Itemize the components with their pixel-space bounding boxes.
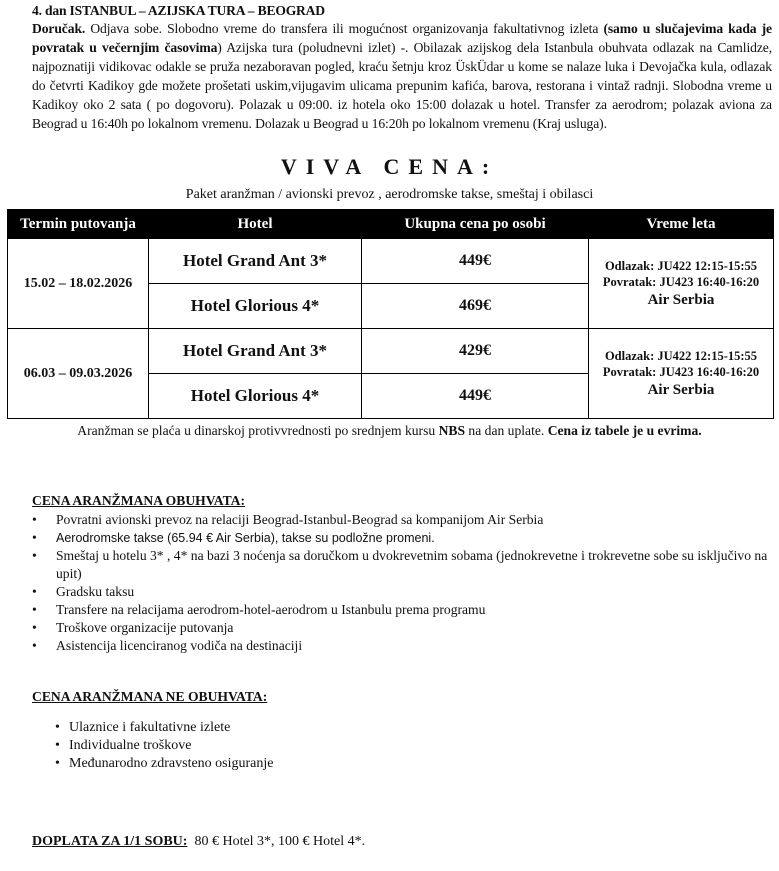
term-dates: 06.03 – 09.03.2026 xyxy=(8,329,149,419)
list-item-text: Ulaznice i fakultativne izlete xyxy=(69,720,231,735)
note-text: Aranžman se plaća u dinarskoj protivvrednosti po srednjem kursu xyxy=(77,423,439,438)
single-room-supplement xyxy=(32,834,365,850)
list-item xyxy=(55,719,755,737)
list-item xyxy=(55,755,755,773)
hotel-name: Hotel Grand Ant 3* xyxy=(149,329,362,374)
itinerary-text-2: ) Azijska tura (poludnevni izlet) -. Obilazak azijskog dela Istanbula obuhvata odlazak na Camlidze, najpoznatiji vidikovac odakle se pruža nezaboravan pogled, kraću šetnju kroz ÜskÜdar u kome se nalaze luka i Devojačka kula, odlazak do četvrti Kadikoy gde možete prošetati uskim,vijugavim ulicama prepunim kafića, barova, restorana i vintaž radnji. Slobodna vreme u Kadikoy oko 2 sata ( po dogovoru). Polazak u 09:00. iz hotela oko 15:00 dolazak u hotel. Transfer za aerodrom; polazak aviona za Beograd u 16:40h po lokalnom vremenu. Dolazak u Beograd u 16:20h po lokalnom vremenu (Kraj usluga). xyxy=(32,40,772,131)
bullet-icon: • xyxy=(55,720,60,735)
list-item xyxy=(32,619,772,637)
hotel-name: Hotel Glorious 4* xyxy=(149,284,362,329)
list-item xyxy=(32,583,772,601)
flight-departure: Odlazak: JU422 12:15-15:55 xyxy=(604,348,758,363)
hotel-price: 449€ xyxy=(362,239,589,284)
list-item-text: Asistencija licenciranog vodiča na destinaciji xyxy=(56,638,303,653)
list-item xyxy=(32,601,772,619)
flight-airline: Air Serbia xyxy=(647,291,715,308)
excludes-list xyxy=(55,719,755,773)
hotel-price: 449€ xyxy=(362,374,589,419)
note-text: na dan uplate. xyxy=(465,423,548,438)
bullet-icon: • xyxy=(32,620,37,635)
header-term: Termin putovanja xyxy=(8,210,149,239)
bullet-icon: • xyxy=(55,738,60,753)
header-hotel: Hotel xyxy=(149,210,362,239)
hotel-name: Hotel Grand Ant 3* xyxy=(149,239,362,284)
includes-title: CENA ARANŽMANA OBUHVATA: xyxy=(32,493,245,508)
bullet-icon: • xyxy=(32,530,37,545)
itinerary-bold-note: (samo u slučajevima kada je povratak u večernjim časovima xyxy=(32,21,772,55)
table-header-row xyxy=(8,210,774,239)
bullet-icon: • xyxy=(32,548,37,563)
supplement-label: DOPLATA ZA 1/1 SOBU: xyxy=(32,834,188,849)
hotel-name: Hotel Glorious 4* xyxy=(149,374,362,419)
header-price: Ukupna cena po osobi xyxy=(362,210,589,239)
list-item-text: Povratni avionski prevoz na relaciji Beograd-Istanbul-Beograd sa kompanijom Air Serbia xyxy=(56,512,544,527)
list-item-text: Gradsku taksu xyxy=(56,584,135,599)
price-table xyxy=(7,209,774,419)
hotel-price: 429€ xyxy=(362,329,589,374)
bullet-icon: • xyxy=(32,602,37,617)
flight-return: Povratak: JU423 16:40-16:20 xyxy=(602,364,760,379)
flight-departure: Odlazak: JU422 12:15-15:55 xyxy=(604,258,758,273)
list-item-text: Transfere na relacijama aerodrom-hotel-aerodrom u Istanbulu prema programu xyxy=(56,602,486,617)
itinerary-paragraph xyxy=(32,19,772,133)
itinerary-text-1: Odjava sobe. Slobodno vreme do transfera ili mogućnost organizovanja fakultativnog izleta xyxy=(85,21,604,36)
list-item-text: Međunarodno zdravsteno osiguranje xyxy=(69,756,274,771)
note-currency: Cena iz tabele je u evrima. xyxy=(547,423,702,438)
list-item xyxy=(55,737,755,755)
bullet-icon: • xyxy=(32,638,37,653)
list-item-text: Smeštaj u hotelu 3* , 4* na bazi 3 noćenja sa doručkom u dvokrevetnim sobama (jednokrevetne i trokrevetne sobe su isključivo na upit) xyxy=(56,548,768,581)
flight-return: Povratak: JU423 16:40-16:20 xyxy=(602,274,760,289)
list-item-text: Individualne troškove xyxy=(69,738,192,753)
header-flight: Vreme leta xyxy=(589,210,774,239)
pricing-title: VIVA CENA: xyxy=(280,154,499,179)
list-item xyxy=(32,529,772,547)
list-item-text: Troškove organizacije putovanja xyxy=(56,620,234,635)
term-dates: 15.02 – 18.02.2026 xyxy=(8,239,149,329)
flight-info xyxy=(589,239,774,329)
list-item xyxy=(32,547,772,583)
note-nbs: NBS xyxy=(438,423,466,438)
supplement-text: 80 € Hotel 3*, 100 € Hotel 4*. xyxy=(187,834,366,849)
flight-airline: Air Serbia xyxy=(647,381,715,398)
payment-note xyxy=(0,423,779,439)
hotel-price: 469€ xyxy=(362,284,589,329)
list-item xyxy=(32,511,772,529)
includes-list xyxy=(32,511,772,655)
table-row xyxy=(8,329,774,374)
flight-info xyxy=(589,329,774,419)
excludes-title: CENA ARANŽMANA NE OBUHVATA: xyxy=(32,689,268,704)
bullet-icon: • xyxy=(32,584,37,599)
list-item xyxy=(32,637,772,655)
table-row xyxy=(8,239,774,284)
day-title: 4. dan ISTANBUL – AZIJSKA TURA – BEOGRAD xyxy=(32,3,325,18)
pricing-subtitle: Paket aranžman / avionski prevoz , aerodromske takse, smeštaj i obilasci xyxy=(185,187,594,202)
bullet-icon: • xyxy=(32,512,37,527)
list-item-text: Aerodromske takse (65.94 € Air Serbia), takse su podložne promeni. xyxy=(56,531,435,545)
bullet-icon: • xyxy=(55,756,60,771)
breakfast-label: Doručak. xyxy=(32,21,86,36)
